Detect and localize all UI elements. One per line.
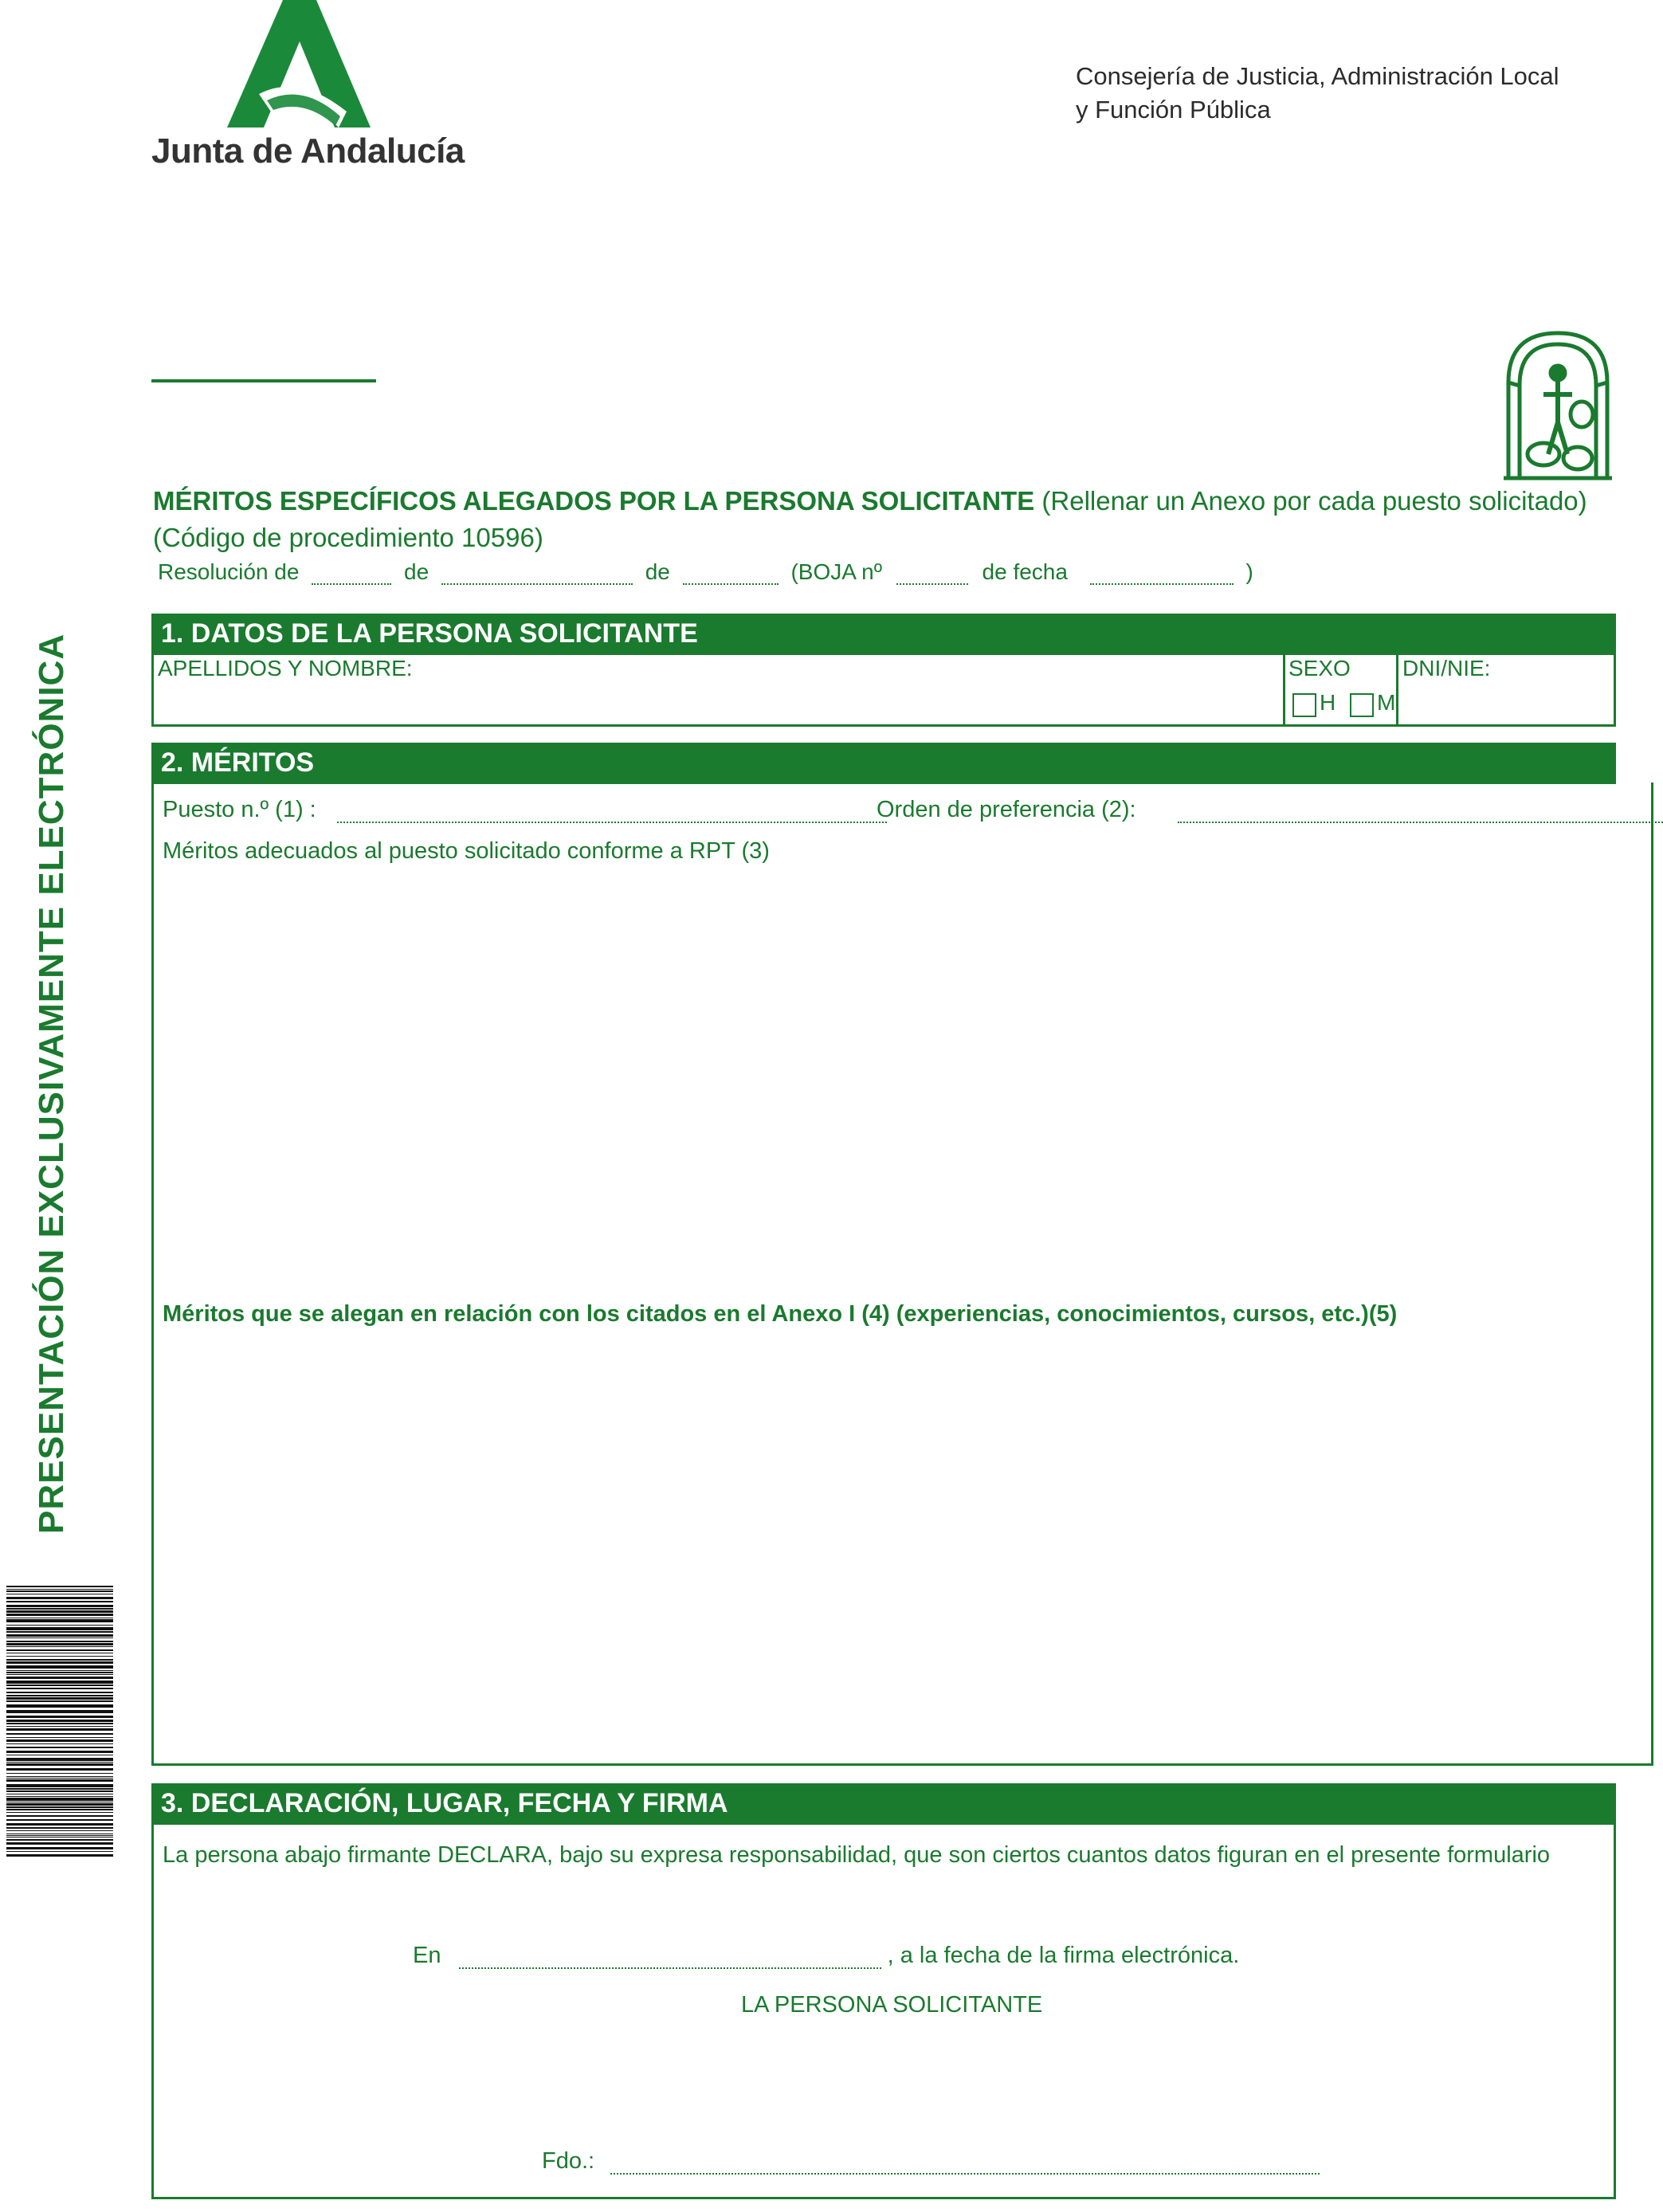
- barcode-bar: [6, 1827, 113, 1829]
- resolucion-de-label-2: de: [645, 559, 670, 584]
- barcode-bar: [6, 1758, 113, 1761]
- barcode-bar: [6, 1747, 113, 1748]
- barcode-bar: [6, 1704, 113, 1708]
- barcode-bar: [6, 1851, 113, 1852]
- lugar-field[interactable]: [459, 1945, 881, 1969]
- barcode-bar: [6, 1779, 113, 1782]
- barcode-bar: [6, 1743, 113, 1744]
- barcode-bar: [6, 1776, 113, 1777]
- de-fecha-label: de fecha: [982, 559, 1068, 584]
- barcode-bar: [6, 1665, 113, 1669]
- consejeria-line-2: y Función Pública: [1076, 96, 1271, 124]
- puesto-field[interactable]: [337, 799, 887, 823]
- barcode-bar: [6, 1643, 113, 1645]
- meritos-rpt-label[interactable]: Méritos adecuados al puesto solicitado conforme a RPT (3): [163, 838, 770, 864]
- resolucion-line: [158, 559, 1253, 591]
- barcode-bar: [6, 1796, 113, 1797]
- header-rule: [151, 379, 376, 382]
- section-2-box: [151, 743, 1653, 1766]
- form-title: [153, 483, 1619, 556]
- puesto-row: [163, 797, 887, 823]
- barcode-bar: [6, 1627, 113, 1630]
- barcode-bar: [6, 1763, 113, 1766]
- junta-andalucia-logo-icon: [227, 0, 371, 127]
- barcode-bar: [6, 1684, 113, 1686]
- barcode-bar: [6, 1619, 113, 1622]
- sexo-label: SEXO: [1288, 656, 1351, 680]
- section-3-heading: 3. DECLARACIÓN, LUGAR, FECHA Y FIRMA: [151, 1783, 1616, 1825]
- resolucion-de-label-1: de: [404, 559, 429, 584]
- barcode-bar: [6, 1784, 113, 1787]
- boja-number-field[interactable]: [896, 561, 968, 585]
- barcode-bar: [6, 1610, 113, 1613]
- fecha-firma-text: , a la fecha de la firma electrónica.: [887, 1943, 1240, 1968]
- signer-label: LA PERSONA SOLICITANTE: [741, 1992, 1043, 2018]
- barcode-bar: [6, 1586, 113, 1587]
- barcode-bar: [6, 1720, 113, 1722]
- barcode-bar: [6, 1739, 113, 1742]
- barcode-bar: [6, 1812, 113, 1813]
- sexo-h-checkbox[interactable]: [1292, 693, 1316, 717]
- barcode-bar: [6, 1737, 113, 1738]
- meritos-anexo-label[interactable]: Méritos que se alegan en relación con los citados en el Anexo I (4) (experiencias, conocimientos, cursos, etc.)(5): [163, 1301, 1398, 1327]
- barcode-bar: [6, 1847, 113, 1849]
- fdo-row: [542, 2148, 1320, 2175]
- andalucia-coat-of-arms-icon: [1502, 327, 1614, 483]
- barcode-bar: [6, 1661, 113, 1664]
- barcode-bar: [6, 1806, 113, 1808]
- barcode-bar: [6, 1646, 113, 1647]
- barcode-bar: [6, 1815, 113, 1817]
- barcode-bar: [6, 1659, 113, 1661]
- dni-nie-field[interactable]: DNI/NIE:: [1402, 656, 1491, 680]
- boja-label: (BOJA nº: [790, 559, 882, 584]
- barcode-bar: [6, 1803, 113, 1806]
- section-1-divider: [1396, 655, 1398, 727]
- barcode-bar: [6, 1625, 113, 1626]
- resolucion-number-field[interactable]: [312, 561, 391, 585]
- barcode-bar: [6, 1688, 113, 1689]
- form-title-note: (Rellenar un Anexo por cada puesto solicitado): [1041, 486, 1587, 516]
- barcode-bar: [6, 1656, 113, 1657]
- barcode-bar: [6, 1700, 113, 1702]
- boja-date-field[interactable]: [1090, 561, 1234, 585]
- barcode-bar: [6, 1778, 113, 1779]
- barcode-bar: [6, 1641, 113, 1642]
- barcode-bar: [6, 1697, 113, 1700]
- apellidos-nombre-field[interactable]: APELLIDOS Y NOMBRE:: [158, 656, 413, 680]
- barcode-bar: [6, 1790, 113, 1792]
- consejeria-line-1: Consejería de Justicia, Administración Local: [1076, 62, 1559, 90]
- form-title-bold: MÉRITOS ESPECÍFICOS ALEGADOS POR LA PERSONA SOLICITANTE: [153, 486, 1035, 516]
- barcode-bar: [6, 1839, 113, 1841]
- barcode-bar: [6, 1762, 113, 1763]
- section-2-heading: 2. MÉRITOS: [151, 743, 1616, 784]
- resolucion-day-field[interactable]: [441, 561, 633, 585]
- barcode-bar: [6, 1854, 113, 1857]
- sexo-m-label: M: [1377, 690, 1396, 715]
- barcode-bar: [6, 1773, 113, 1774]
- barcode-bar: [6, 1597, 113, 1599]
- barcode-bar: [6, 1809, 113, 1810]
- section-1-divider: [1283, 655, 1285, 727]
- barcode-bar: [6, 1590, 113, 1592]
- puesto-label: Puesto n.º (1) :: [163, 797, 316, 822]
- sexo-h-label: H: [1320, 690, 1336, 715]
- barcode-bar: [6, 1692, 113, 1693]
- barcode-bar: [6, 1634, 113, 1637]
- logo-text: Junta de Andalucía: [151, 131, 465, 171]
- section-1-heading: 1. DATOS DE LA PERSONA SOLICITANTE: [151, 614, 1616, 655]
- barcode-bar: [6, 1788, 113, 1790]
- orden-label: Orden de preferencia (2):: [877, 797, 1136, 822]
- barcode-bar: [6, 1649, 113, 1651]
- presentation-notice: PRESENTACIÓN EXCLUSIVAMENTE ELECTRÓNICA: [32, 633, 71, 1534]
- barcode-bar: [6, 1798, 113, 1801]
- orden-preferencia-field[interactable]: [1178, 799, 1663, 823]
- barcode-bar: [6, 1835, 113, 1836]
- resolucion-year-field[interactable]: [683, 561, 779, 585]
- barcode-bar: [6, 1733, 113, 1735]
- barcode-bar: [6, 1716, 113, 1718]
- en-label: En: [413, 1943, 441, 1968]
- section-2-box-notch: [1616, 743, 1656, 782]
- barcode-bar: [6, 1768, 113, 1771]
- orden-row: [877, 797, 1663, 823]
- barcode-icon: [6, 1586, 113, 1857]
- barcode-bar: [6, 1728, 113, 1731]
- barcode-bar: [6, 1751, 113, 1753]
- barcode-bar: [6, 1823, 113, 1826]
- barcode-bar: [6, 1726, 113, 1727]
- barcode-bar: [6, 1695, 113, 1696]
- barcode-bar: [6, 1608, 113, 1610]
- barcode-bar: [6, 1589, 113, 1590]
- barcode-bar: [6, 1614, 113, 1616]
- barcode-bar: [6, 1681, 113, 1684]
- sexo-m-checkbox[interactable]: [1350, 693, 1374, 717]
- barcode-bar: [6, 1605, 113, 1607]
- firma-field[interactable]: [610, 2151, 1320, 2175]
- barcode-bar: [6, 1842, 113, 1845]
- procedure-code: (Código de procedimiento 10596): [153, 523, 543, 552]
- barcode-bar: [6, 1674, 113, 1675]
- barcode-bar: [6, 1710, 113, 1713]
- barcode-bar: [6, 1677, 113, 1679]
- declaration-text: La persona abajo firmante DECLARA, bajo su expresa responsabilidad, que son ciertos cuantos datos figuran en el presente formulario: [163, 1842, 1551, 1868]
- resolucion-close-paren: ): [1245, 559, 1253, 584]
- barcode-bar: [6, 1819, 113, 1821]
- barcode-bar: [6, 1830, 113, 1831]
- fdo-label: Fdo.:: [542, 2148, 595, 2174]
- consejeria-name: [1076, 60, 1559, 127]
- lugar-row: [413, 1943, 1239, 1969]
- barcode-bar: [6, 1637, 113, 1638]
- barcode-bar: [6, 1672, 113, 1673]
- barcode-bar: [6, 1723, 113, 1724]
- barcode-bar: [6, 1631, 113, 1633]
- barcode-bar: [6, 1670, 113, 1671]
- resolucion-label: Resolución de: [158, 559, 300, 584]
- barcode-bar: [6, 1601, 113, 1602]
